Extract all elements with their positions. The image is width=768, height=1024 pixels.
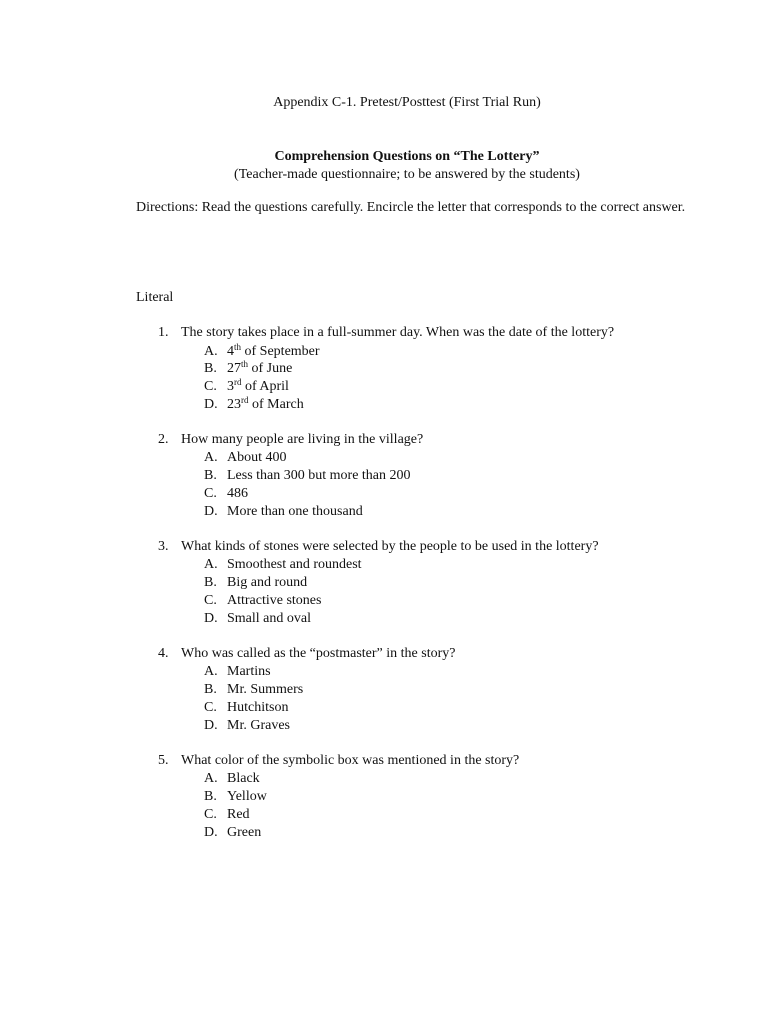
option-c: Red [227,807,250,822]
option-b: Mr. Summers [227,682,304,697]
option-text-number: 4 [227,344,234,359]
option-letter: C. [204,486,217,501]
option-text-number: 27 [227,361,241,376]
option-letter: B. [204,361,217,376]
option-a: Martins [227,664,271,679]
option-a: Black [227,771,260,786]
option-text-month: of September [241,344,320,359]
option-letter: A. [204,344,218,359]
page-subtitle: (Teacher-made questionnaire; to be answered by the students) [234,167,580,182]
option-letter: D. [204,397,218,412]
option-d: More than one thousand [227,504,363,519]
option-ordinal-suffix: rd [234,377,242,387]
option-c: 486 [227,486,248,501]
question-number: 2. [158,432,169,447]
option-letter: C. [204,700,217,715]
section-label-literal: Literal [136,290,174,305]
option-letter: D. [204,718,218,733]
page-title: Comprehension Questions on “The Lottery” [274,149,540,164]
option-d: Small and oval [227,611,311,626]
option-letter: C. [204,593,217,608]
option-ordinal-suffix: th [234,342,242,352]
option-letter: A. [204,557,218,572]
option-b: Big and round [227,575,308,590]
question-number: 1. [158,325,169,340]
option-letter: B. [204,682,217,697]
option-text-number: 23 [227,397,241,412]
question-text: Who was called as the “postmaster” in the story? [181,646,456,661]
question-text: What kinds of stones were selected by the people to be used in the lottery? [181,539,599,554]
option-a: About 400 [227,450,287,465]
option-ordinal-suffix: th [241,359,249,369]
option-letter: A. [204,664,218,679]
option-letter: D. [204,504,218,519]
option-text-month: of April [241,379,289,394]
option-letter: C. [204,379,217,394]
question-number: 5. [158,753,169,768]
option-a: Smoothest and roundest [227,557,362,572]
option-letter: A. [204,771,218,786]
option-letter: B. [204,468,217,483]
option-c [227,378,289,396]
option-b: Less than 300 but more than 200 [227,468,411,483]
option-c: Attractive stones [227,593,322,608]
option-letter: D. [204,611,218,626]
option-letter: C. [204,807,217,822]
question-text: What color of the symbolic box was mentioned in the story? [181,753,520,768]
option-c: Hutchitson [227,700,289,715]
question-text: The story takes place in a full-summer day. When was the date of the lottery? [181,325,615,340]
question-text: How many people are living in the village? [181,432,424,447]
option-letter: D. [204,825,218,840]
appendix-heading: Appendix C-1. Pretest/Posttest (First Trial Run) [273,95,541,110]
directions-text: Directions: Read the questions carefully. Encircle the letter that corresponds to the correct answer. [136,200,686,215]
option-text-month: of March [248,397,304,412]
option-letter: A. [204,450,218,465]
option-d [227,396,304,414]
question-number: 3. [158,539,169,554]
option-d: Mr. Graves [227,718,290,733]
option-letter: B. [204,575,217,590]
option-d: Green [227,825,262,840]
option-b [227,360,292,378]
option-text-month: of June [248,361,293,376]
option-letter: B. [204,789,217,804]
option-ordinal-suffix: rd [241,395,249,405]
option-b: Yellow [227,789,267,804]
question-number: 4. [158,646,169,661]
option-text-number: 3 [227,379,234,394]
